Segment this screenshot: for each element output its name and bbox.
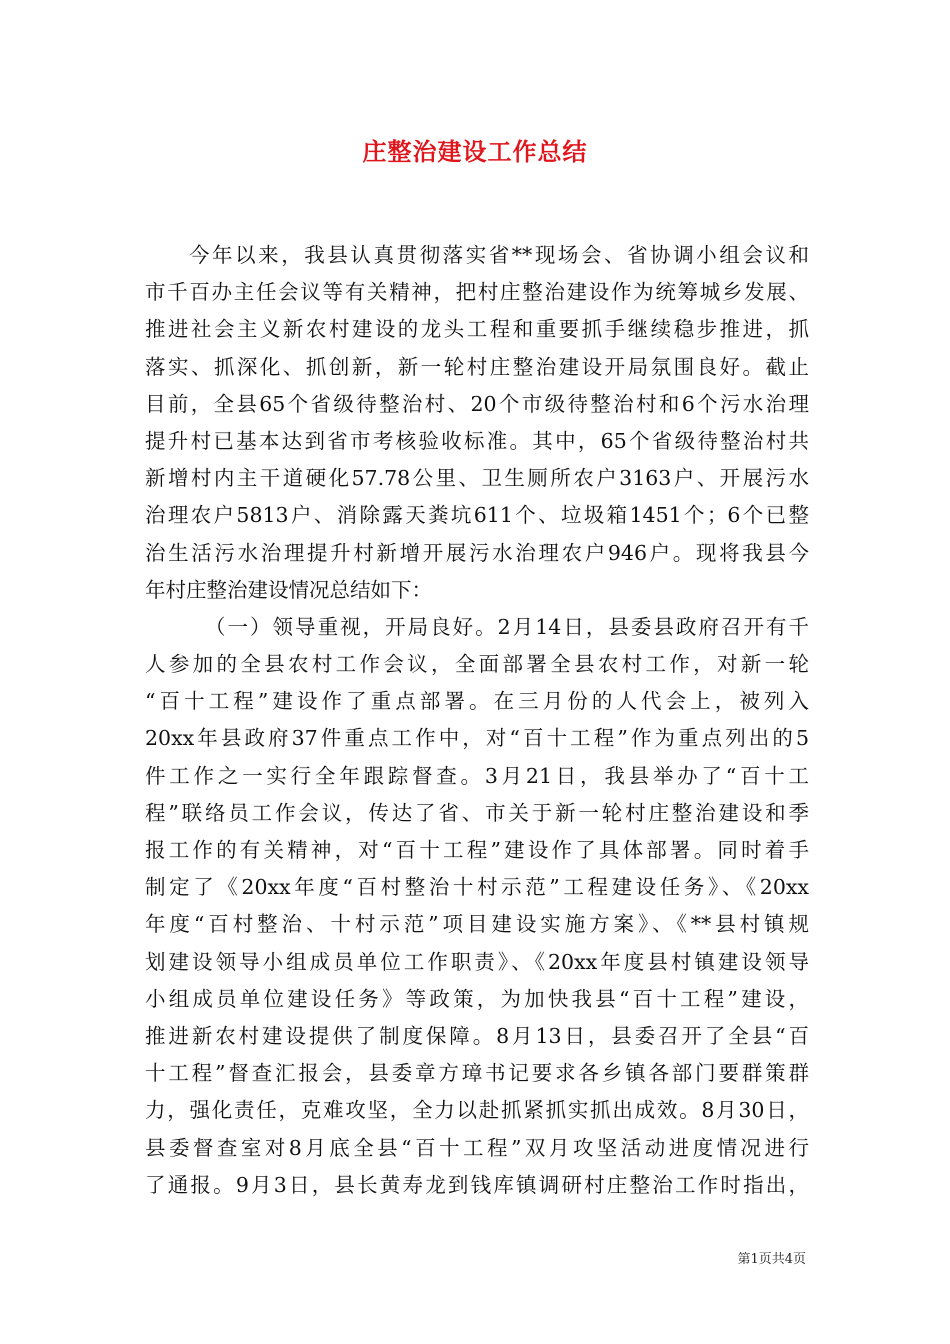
text-line: 划建设领导小组成员单位工作职责》、《20xx年度县村镇建设领导 [145,949,809,974]
text-line: 今年以来，我县认真贯彻落实省**现场会、省协调小组会议和 [189,243,809,267]
text-line: 新增村内主干道硬化57.78公里、卫生厕所农户3163户、开展污水 [145,466,809,491]
text-line: （一）领导重视，开局良好。2月14日，县委县政府召开有千 [205,614,809,639]
text-line: 程”联络员工作会议，传达了省、市关于新一轮村庄整治建设和季 [145,800,809,825]
text-line: 推进新农村建设提供了制度保障。8月13日，县委召开了全县“百 [145,1023,809,1048]
paragraph [145,609,809,1204]
text-line: 十工程”督查汇报会，县委章方璋书记要求各乡镇各部门要群策群 [145,1061,809,1086]
document-body [145,237,809,1204]
text-line: 20xx年县政府37件重点工作中，对“百十工程”作为重点列出的5 [145,726,809,751]
text-line: 县委督查室对8月底全县“百十工程”双月攻坚活动进度情况进行 [145,1135,809,1160]
text-line: 落实、抓深化、抓创新，新一轮村庄整治建设开局氛围良好。截止 [145,354,809,379]
text-line: 力，强化责任，克难攻坚，全力以赴抓紧抓实抓出成效。8月30日， [145,1098,809,1123]
text-line: 提升村已基本达到省市考核验收标准。其中，65个省级待整治村共 [145,428,809,453]
text-line: 治理农户5813户、消除露天粪坑611个、垃圾箱1451个；6个已整 [145,503,809,528]
text-line: 推进社会主义新农村建设的龙头工程和重要抓手继续稳步推进，抓 [145,317,809,342]
text-line: 年村庄整治建设情况总结如下： [145,577,432,602]
text-line: 了通报。9月3日，县长黄寿龙到钱库镇调研村庄整治工作时指出， [145,1172,809,1197]
text-line: 目前，全县65个省级待整治村、20个市级待整治村和6个污水治理 [145,391,809,416]
text-line: 人参加的全县农村工作会议，全面部署全县农村工作，对新一轮 [145,652,809,677]
text-line: 件工作之一实行全年跟踪督查。3月21日，我县举办了“百十工 [145,763,809,788]
text-line: 年度“百村整治、十村示范”项目建设实施方案》、《**县村镇规 [145,912,809,937]
text-line: 治生活污水治理提升村新增开展污水治理农户946户。现将我县今 [145,540,809,565]
text-line: 报工作的有关精神，对“百十工程”建设作了具体部署。同时着手 [145,838,809,862]
text-line: “百十工程”建设作了重点部署。在三月份的人代会上，被列入 [145,689,809,714]
page-number: 第1页共4页 [737,1252,806,1267]
document-title: 庄整治建设工作总结 [362,137,588,166]
text-line: 小组成员单位建设任务》等政策，为加快我县“百十工程”建设， [145,986,809,1011]
text-line: 市千百办主任会议等有关精神，把村庄整治建设作为统筹城乡发展、 [145,280,809,305]
text-line: 制定了《20xx年度“百村整治十村示范”工程建设任务》、《20xx [145,875,809,900]
paragraph [145,237,809,609]
